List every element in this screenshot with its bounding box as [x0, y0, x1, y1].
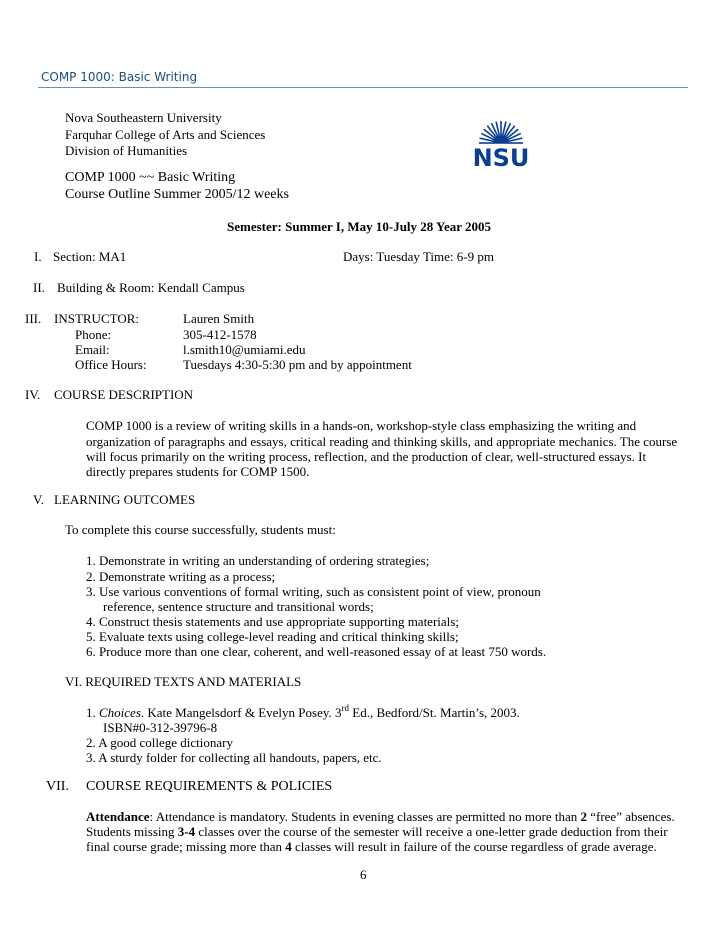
item-number: 1. [86, 705, 96, 720]
edition-superscript: rd [341, 702, 350, 713]
section-number: III. [25, 311, 42, 326]
running-header: COMP 1000: Basic Writing [41, 70, 198, 84]
instructor-heading: INSTRUCTOR: [54, 311, 139, 326]
isbn: ISBN#0-312-39796-8 [103, 720, 218, 735]
outcome-item: 3. Use various conventions of formal writing, such as consistent point of view, pronoun [86, 584, 541, 599]
attendance-line [86, 809, 675, 825]
book-publisher: Ed., Bedford/St. Martin’s, 2003. [349, 705, 520, 720]
outcome-item-continued: reference, sentence structure and transitional words; [103, 599, 374, 614]
attendance-text: : Attendance is mandatory. Students in evening classes are permitted no more than [149, 809, 581, 824]
texts-heading: VI. REQUIRED TEXTS AND MATERIALS [65, 674, 302, 689]
description-line: organization of paragraphs and essays, critical reading and thinking skills, and appropriate mechanics. The course [86, 434, 678, 449]
outcomes-intro: To complete this course successfully, students must: [65, 522, 336, 537]
free-absences-count: 2 [580, 809, 587, 824]
college-name: Farquhar College of Arts and Sciences [65, 127, 266, 142]
description-line: COMP 1000 is a review of writing skills in a hands-on, workshop-style class emphasizing the writing and [86, 418, 637, 433]
description-line: will focus primarily on the writing process, reflection, and the production of clear, well-structured essays. It [86, 449, 647, 464]
email-value: l.smith10@umiami.edu [183, 342, 306, 357]
book-title: Choices [99, 705, 141, 720]
days-time: Days: Tuesday Time: 6-9 pm [343, 249, 494, 264]
attendance-text: classes over the course of the semester will receive a one-letter grade deduction from their [195, 824, 668, 839]
outcomes-heading: LEARNING OUTCOMES [54, 492, 196, 507]
text-item [86, 702, 520, 721]
email-label: Email: [75, 342, 110, 357]
failure-threshold: 4 [285, 839, 292, 854]
section-number: V. [33, 492, 44, 507]
logo-text: NSU [472, 144, 530, 172]
description-line: directly prepares students for COMP 1500. [86, 464, 310, 479]
attendance-text: classes will result in failure of the course regardless of grade average. [291, 839, 657, 854]
outcome-item: 2. Demonstrate writing as a process; [86, 569, 276, 584]
attendance-text: Students missing [86, 824, 178, 839]
phone-label: Phone: [75, 327, 112, 342]
page-number: 6 [360, 867, 367, 882]
office-hours-value: Tuesdays 4:30-5:30 pm and by appointment [183, 357, 412, 372]
attendance-text: “free” absences. [586, 809, 675, 824]
text-item: 3. A sturdy folder for collecting all handouts, papers, etc. [86, 750, 382, 765]
outcome-item: 4. Construct thesis statements and use appropriate supporting materials; [86, 614, 459, 629]
attendance-text: final course grade; missing more than [86, 839, 286, 854]
attendance-line [86, 824, 668, 840]
requirements-heading: COURSE REQUIREMENTS & POLICIES [86, 779, 333, 794]
book-authors: . Kate Mangelsdorf & Evelyn Posey. 3 [140, 705, 342, 720]
section-number: VII. [46, 779, 69, 794]
attendance-line [86, 839, 657, 855]
outcome-item: 5. Evaluate texts using college-level reading and critical thinking skills; [86, 629, 459, 644]
division-name: Division of Humanities [65, 143, 188, 158]
sun-core [494, 136, 508, 143]
sunburst-icon [479, 121, 523, 143]
building-room: Building & Room: Kendall Campus [57, 280, 245, 295]
text-item: 2. A good college dictionary [86, 735, 233, 750]
section-number: II. [33, 280, 45, 295]
course-outline: Course Outline Summer 2005/12 weeks [65, 187, 289, 202]
phone-value: 305-412-1578 [183, 327, 257, 342]
office-hours-label: Office Hours: [75, 357, 147, 372]
outcome-item: 1. Demonstrate in writing an understanding of ordering strategies; [86, 553, 430, 568]
semester-line: Semester: Summer I, May 10-July 28 Year 2005 [227, 219, 492, 234]
attendance-label: Attendance [86, 809, 150, 824]
section-number: IV. [25, 387, 41, 402]
outcome-item: 6. Produce more than one clear, coherent, and well-reasoned essay of at least 750 words. [86, 644, 547, 659]
section-number: I. [34, 249, 42, 264]
university-name: Nova Southeastern University [65, 110, 222, 125]
section-info: Section: MA1 [53, 249, 127, 264]
description-heading: COURSE DESCRIPTION [54, 387, 194, 402]
nsu-logo [466, 112, 536, 172]
header-rule [38, 87, 688, 88]
missed-classes-range: 3-4 [177, 824, 196, 839]
course-title: COMP 1000 ~~ Basic Writing [65, 170, 236, 185]
instructor-name: Lauren Smith [183, 311, 255, 326]
